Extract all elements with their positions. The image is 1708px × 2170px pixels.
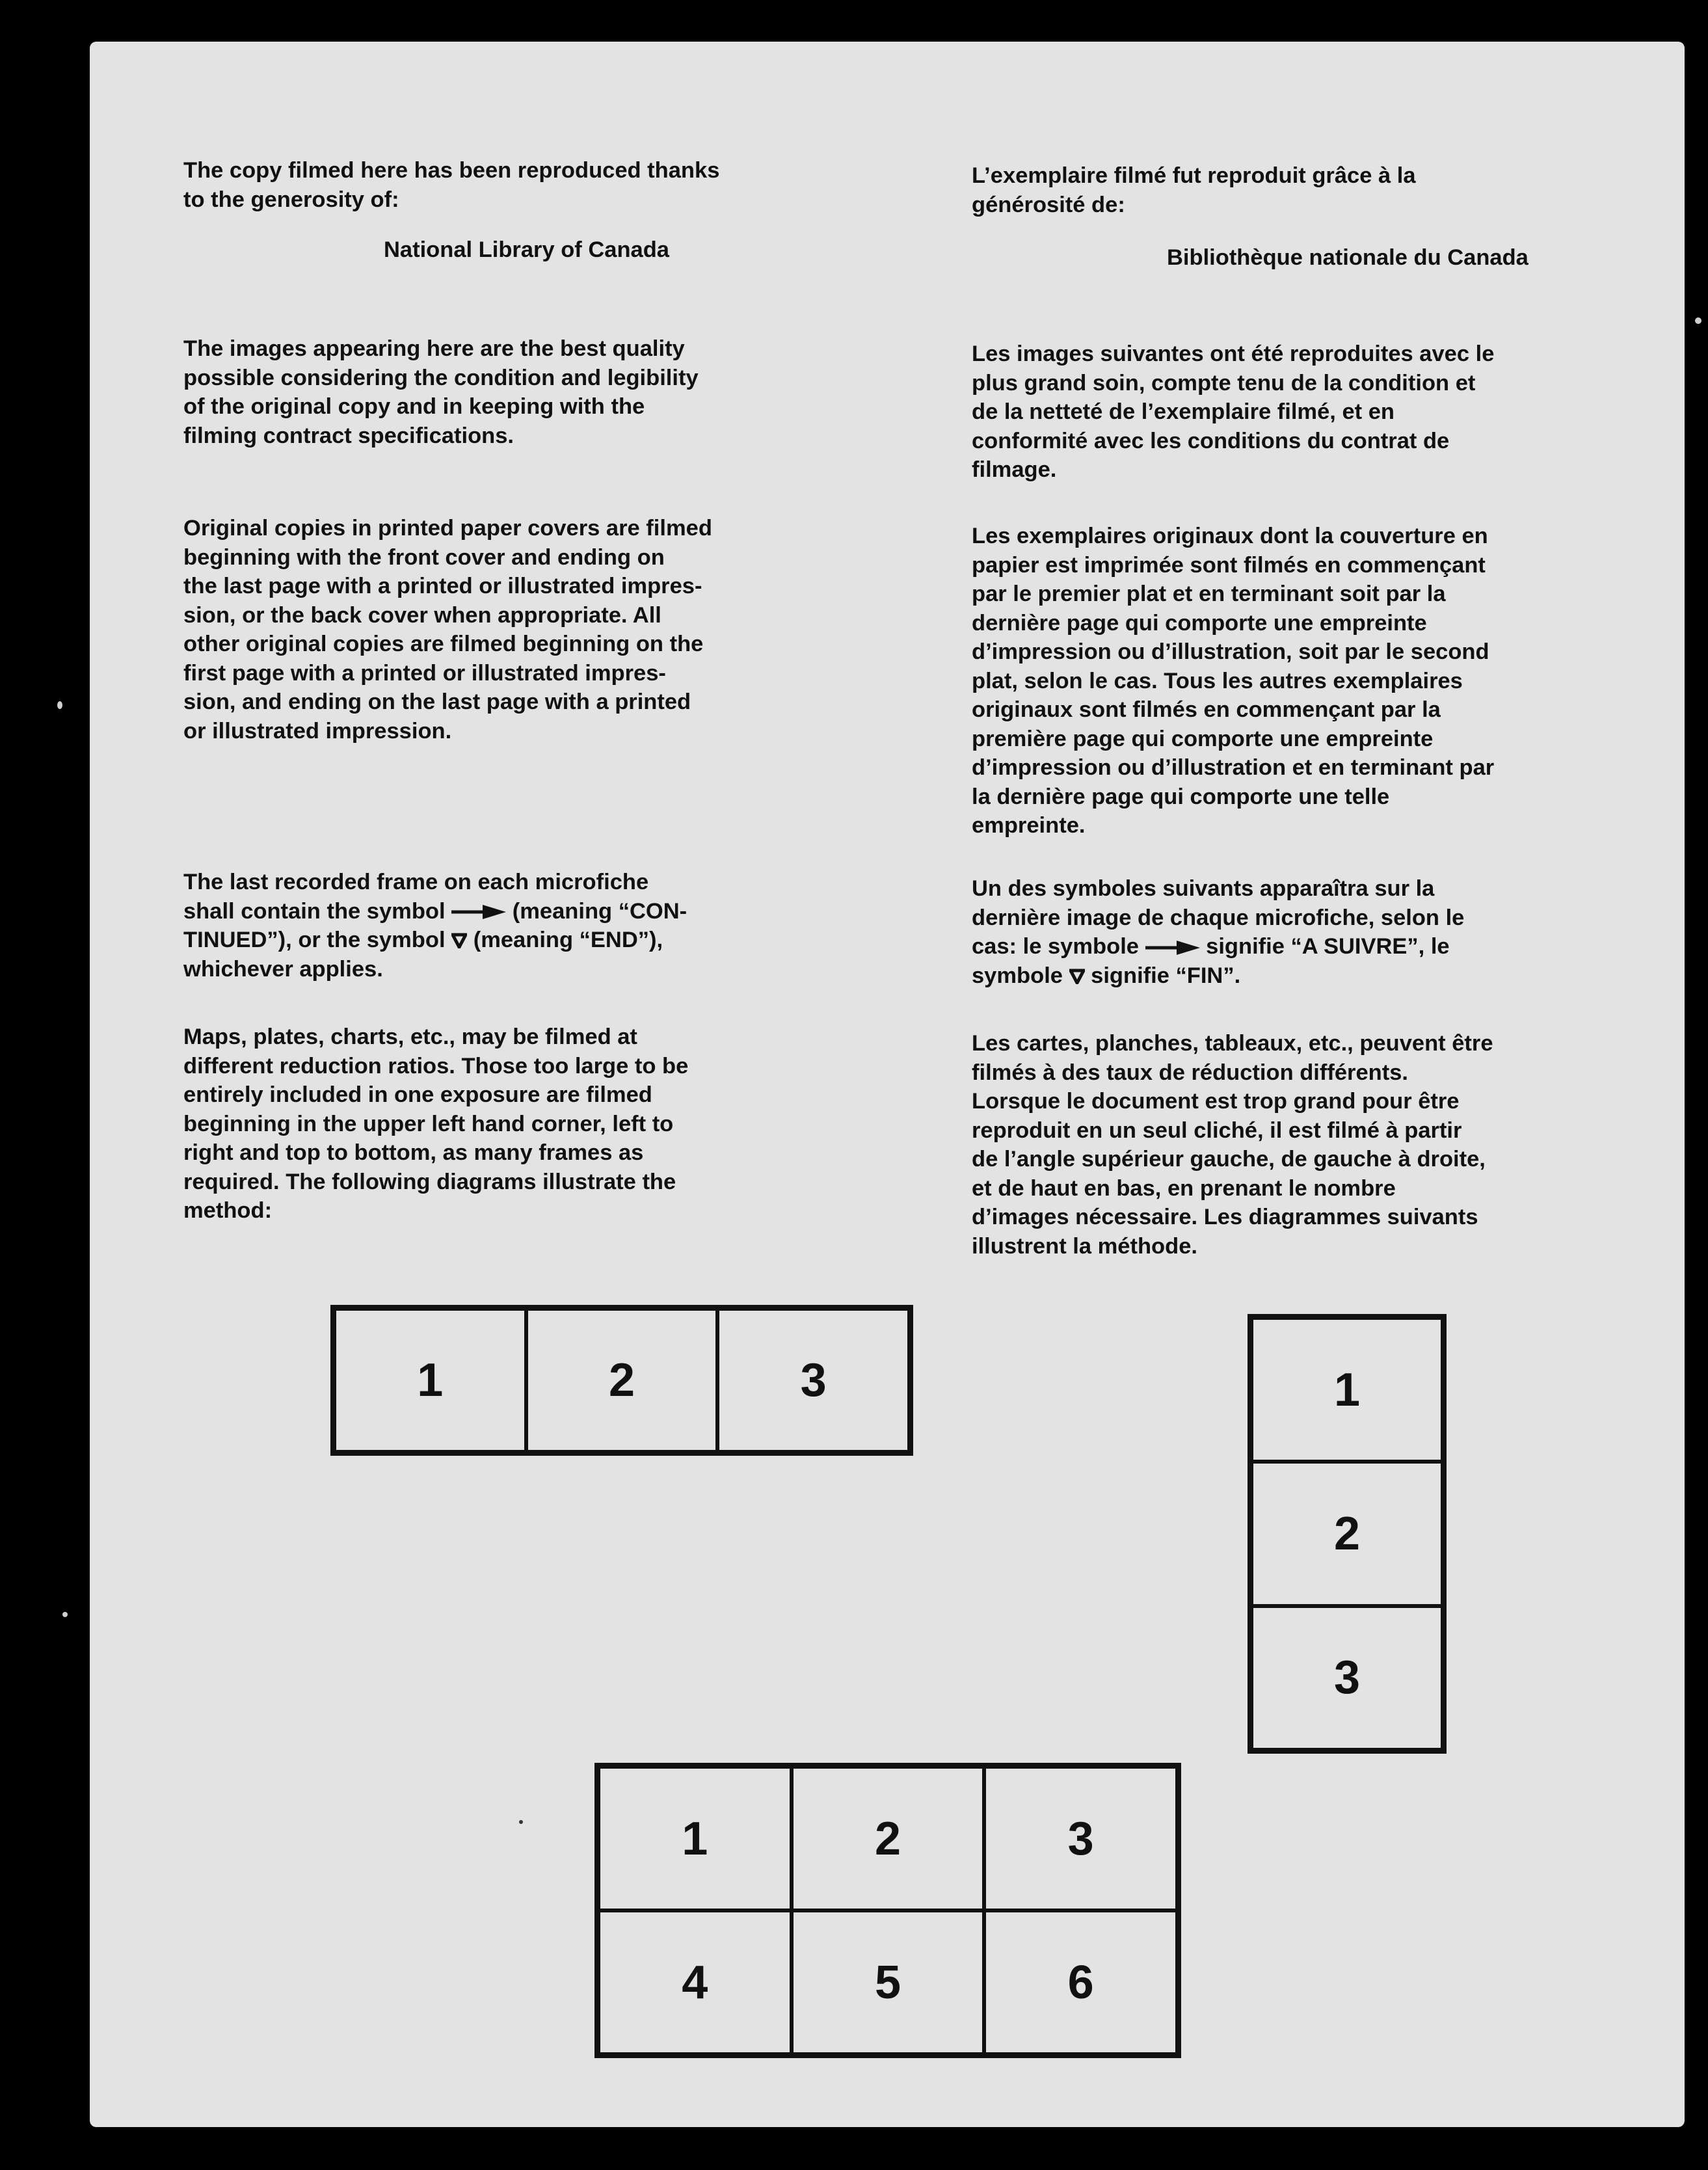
text-line: Original copies in printed paper covers are filmed	[183, 516, 712, 541]
text-line: sion, or the back cover when appropriate. All	[183, 602, 661, 628]
text-line: Les cartes, planches, tableaux, etc., peuvent être	[972, 1031, 1493, 1056]
text-line: d’images nécessaire. Les diagrammes suivants	[972, 1205, 1478, 1229]
left-paragraph-1	[183, 334, 699, 450]
right-credit	[972, 161, 1416, 219]
text-line: required. The following diagrams illustrate the	[183, 1169, 676, 1194]
text-line	[183, 926, 687, 955]
text-line: different reduction ratios. Those too large to be	[183, 1053, 689, 1078]
text-line: filmage.	[972, 457, 1057, 482]
frame-cell: 6	[984, 1910, 1177, 2054]
text-line: empreinte.	[972, 813, 1086, 838]
text-line: beginning with the front cover and ending on	[183, 544, 665, 570]
right-paragraph-3	[972, 874, 1464, 990]
text-line: filmés à des taux de réduction différents.	[972, 1060, 1408, 1085]
text-line: papier est imprimée sont filmés en commençant	[972, 552, 1486, 578]
text-line: générosité de:	[972, 192, 1125, 217]
text-line: reproduit en un seul cliché, il est filmé à partir	[972, 1118, 1462, 1143]
text-span: signifie “FIN”.	[1084, 963, 1241, 988]
text-line: plat, selon le cas. Tous les autres exemplaires	[972, 668, 1463, 693]
left-paragraph-2	[183, 514, 712, 745]
frame-cell: 5	[792, 1910, 985, 2054]
text-line: Les exemplaires originaux dont la couverture en	[972, 524, 1488, 548]
text-line: first page with a printed or illustrated impres-	[183, 660, 666, 686]
text-line: of the original copy and in keeping with the	[183, 394, 645, 419]
right-paragraph-1	[972, 340, 1494, 485]
right-institution: Bibliothèque nationale du Canada	[1167, 245, 1528, 270]
text-line: filming contract specifications.	[183, 423, 514, 448]
text-line: to the generosity of:	[183, 187, 399, 212]
frame-cell: 2	[792, 1767, 985, 1910]
text-line: The last recorded frame on each microfiche	[183, 870, 649, 894]
text-line: right and top to bottom, as many frames as	[183, 1140, 644, 1165]
left-paragraph-3	[183, 868, 687, 984]
text-line: beginning in the upper left hand corner, left to	[183, 1111, 674, 1136]
frame-cell: 3	[1251, 1606, 1443, 1750]
text-line: Maps, plates, charts, etc., may be filmed at	[183, 1025, 637, 1049]
text-line: possible considering the condition and legibility	[183, 365, 699, 390]
scan-speck	[57, 701, 62, 709]
frame-cell: 3	[717, 1309, 909, 1452]
text-line: originaux sont filmés en commençant par la	[972, 697, 1441, 722]
text-line: Les images suivantes ont été reproduites avec le	[972, 342, 1495, 366]
left-institution: National Library of Canada	[384, 237, 669, 262]
right-paragraph-4	[972, 1029, 1493, 1261]
frame-cell: 1	[1251, 1318, 1443, 1462]
text-line: L’exemplaire filmé fut reproduit grâce à la	[972, 163, 1416, 188]
arrow-right-icon	[1145, 941, 1200, 955]
text-line: de la netteté de l’exemplaire filmé, et en	[972, 399, 1394, 424]
triangle-down-icon	[1069, 969, 1085, 984]
text-line: et de haut en bas, en prenant le nombre	[972, 1175, 1396, 1201]
text-line: par le premier plat et en terminant soit par la	[972, 582, 1446, 606]
text-line: method:	[183, 1198, 273, 1223]
text-span: symbole	[972, 963, 1069, 988]
frame-cell: 4	[598, 1910, 792, 2054]
right-paragraph-2	[972, 522, 1494, 840]
frame-cell: 2	[1251, 1462, 1443, 1605]
frame-cell: 1	[334, 1309, 526, 1452]
text-line: entirely included in one exposure are filmed	[183, 1082, 652, 1107]
text-line: d’impression ou d’illustration, soit par le second	[972, 639, 1489, 664]
text-line: sion, and ending on the last page with a printed	[183, 690, 691, 714]
text-line	[972, 961, 1464, 991]
text-line: Un des symboles suivants apparaîtra sur la	[972, 876, 1435, 901]
left-paragraph-4	[183, 1023, 688, 1226]
text-line: première page qui comporte une empreinte	[972, 726, 1434, 751]
grid-frame-diagram	[594, 1763, 1181, 2058]
text-span: TINUED”), or the symbol	[183, 928, 452, 952]
scan-speck	[1695, 317, 1701, 324]
text-line: The copy filmed here has been reproduced thanks	[183, 158, 720, 183]
text-line	[183, 897, 687, 926]
frame-cell: 2	[526, 1309, 718, 1452]
text-line: The images appearing here are the best quality	[183, 336, 685, 361]
text-line: dernière page qui comporte une empreinte	[972, 610, 1427, 636]
text-line: la dernière page qui comporte une telle	[972, 784, 1390, 809]
text-line: the last page with a printed or illustrated impres-	[183, 574, 702, 598]
left-credit	[183, 156, 719, 214]
frame-cell: 3	[984, 1767, 1177, 1910]
scan-speck	[519, 1820, 523, 1824]
text-line: de l’angle supérieur gauche, de gauche à droite,	[972, 1147, 1486, 1172]
text-line: other original copies are filmed beginning on the	[183, 632, 704, 656]
scan-speck	[62, 1612, 68, 1617]
text-line: whichever applies.	[183, 956, 383, 982]
text-line: conformité avec les conditions du contrat de	[972, 428, 1450, 453]
triangle-down-icon	[451, 933, 467, 948]
vertical-frame-diagram	[1248, 1314, 1447, 1754]
text-span: (meaning “CON-	[506, 898, 687, 924]
text-span: (meaning “END”),	[467, 928, 663, 952]
text-span: signifie “A SUIVRE”, le	[1199, 934, 1450, 959]
text-line: illustrent la méthode.	[972, 1233, 1197, 1259]
text-span: shall contain the symbol	[183, 898, 452, 924]
text-line: d’impression ou d’illustration et en terminant par	[972, 755, 1495, 780]
text-span: cas: le symbole	[972, 934, 1145, 959]
text-line: plus grand soin, compte tenu de la condition et	[972, 370, 1476, 395]
frame-cell: 1	[598, 1767, 792, 1910]
horizontal-frame-diagram	[330, 1305, 913, 1456]
arrow-right-icon	[451, 905, 506, 919]
text-line	[972, 932, 1464, 961]
text-line: or illustrated impression.	[183, 718, 452, 743]
text-line: dernière image de chaque microfiche, selon le	[972, 905, 1465, 930]
text-line: Lorsque le document est trop grand pour être	[972, 1089, 1460, 1114]
